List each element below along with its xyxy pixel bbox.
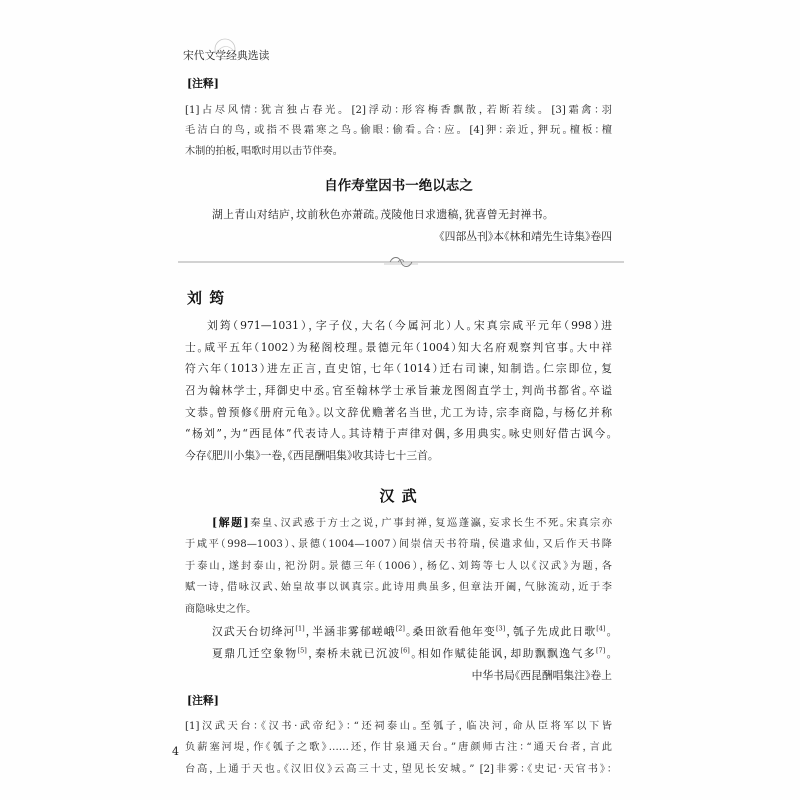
poem-segment: 夏鼎几迁空象物 [212, 647, 298, 660]
bio-line: 文恭。曾预修《册府元龟》。以文辞优赡著名当世，尤工为诗，宗李商隐，与杨亿并称 [185, 406, 612, 419]
note-line: 负薪塞河堤，作《瓠子之歌》……还，作甘泉通天台。”唐颜师古注：“通天台者，言此 [185, 742, 612, 753]
note-ref: [4] [596, 624, 606, 633]
poem-segment: 。 [605, 647, 612, 660]
intro-line: 于咸平（998—1003）、景德（1004—1007）间崇信天书符瑞，侯遣求仙，又后作天书降 [185, 539, 612, 550]
intro-text: 秦皇、汉武惑于方士之说，广事封禅，复巡蓬瀛，妄求长生不死。宋真宗亦 [248, 518, 612, 529]
bio-line: 刘筠（971—1031），字子仪，大名（今属河北）人。宋真宗咸平元年（998）进 [207, 319, 612, 332]
poem-text: 湖上青山对结庐，坟前秋色亦萧疏。茂陵他日求遗稿，犹喜曾无封禅书。 [212, 208, 549, 221]
running-header: 宋代文学经典选读 [183, 49, 270, 62]
note-ref: [5] [297, 646, 307, 655]
note-ref: [3] [495, 624, 506, 633]
poem-title: 汉 武 [379, 487, 418, 505]
poem-segment: ，半涵非雾郁嵯峨 [304, 625, 396, 638]
note-line: [1]汉武天台：《汉书·武帝纪》：“还祠泰山。至瓠子，临决河，命从臣将军以下皆 [185, 721, 612, 732]
note-ref: [1] [295, 624, 305, 633]
poem-segment: 。相如作赋徒能讽，却助飘飘逸气多 [409, 647, 596, 660]
note-line: 台高，上通于天也。《汉旧仪》云高三十丈，望见长安城。” [2]非雾：《史记·天官书》： [185, 764, 612, 775]
note-line: [1]占尽风情：犹言独占春光。 [2]浮动：形容梅香飘散，若断若续。 [3]霜禽：羽 [185, 105, 612, 116]
poem-segment: 。 [605, 625, 612, 638]
intro-line [212, 515, 612, 531]
poem-segment: 汉武天台切绛河 [212, 625, 296, 638]
intro-line: 于泰山，遂封泰山，祀汾阴。景德三年（1006），杨亿、刘筠等七人以《汉武》为题，各 [185, 561, 612, 572]
note-ref: [2] [395, 624, 405, 633]
bio-line: 士。咸平五年（1002）为秘阁校理。景德元年（1004）知大名府观察判官事。大中祥 [185, 341, 612, 354]
intro-line: 赋一诗，借咏汉武、始皇故事以讽真宗。此诗用典虽多，但章法开阖，气脉流动，近于李 [185, 582, 612, 593]
poem-segment: ，秦桥未就已沉波 [306, 647, 401, 660]
page-number: 4 [172, 745, 179, 758]
poem-source: 《四部丛刊》本《林和靖先生诗集》卷四 [439, 230, 612, 243]
bio-line: 召为翰林学士，拜御史中丞。官至翰林学士承旨兼龙图阁直学士，判尚书都省。卒谥 [185, 384, 612, 397]
poem-source: 中华书局《西昆酬唱集注》卷上 [471, 669, 612, 682]
bio-line: 符六年（1013）进左正言，直史馆，七年（1014）迁右司谏，知制诰。仁宗即位，复 [185, 362, 612, 375]
poem-line [212, 646, 612, 662]
notes-label: [注释] [187, 694, 219, 707]
section-divider [178, 254, 624, 270]
poem-segment: 。桑田欲看他年变 [404, 625, 496, 638]
intro-label: [解题] [212, 516, 249, 529]
note-line: 木制的拍板，唱歌时用以击节伴奏。 [185, 146, 338, 157]
note-ref: [6] [400, 646, 410, 655]
notes-label: [注释] [187, 77, 219, 90]
poem-line [212, 624, 612, 640]
author-name: 刘 筠 [187, 289, 226, 307]
bio-line: “杨刘”，为“西昆体”代表诗人。其诗精于声律对偶，多用典实。咏史则好借古讽今。 [185, 427, 612, 440]
poem-segment: ，瓠子先成此日歌 [505, 625, 597, 638]
intro-line: 商隐咏史之作。 [185, 604, 252, 615]
note-ref: [7] [595, 646, 606, 655]
bio-line: 今存《肥川小集》一卷，《西昆酬唱集》收其诗七十三首。 [185, 449, 434, 462]
note-line: 毛洁白的鸟，或指不畏霜寒之鸟。偷眼：偷看。合：应。 [4]狎：亲近，狎玩。檀板：檀 [185, 125, 612, 136]
poem-title: 自作寿堂因书一绝以志之 [324, 178, 473, 194]
